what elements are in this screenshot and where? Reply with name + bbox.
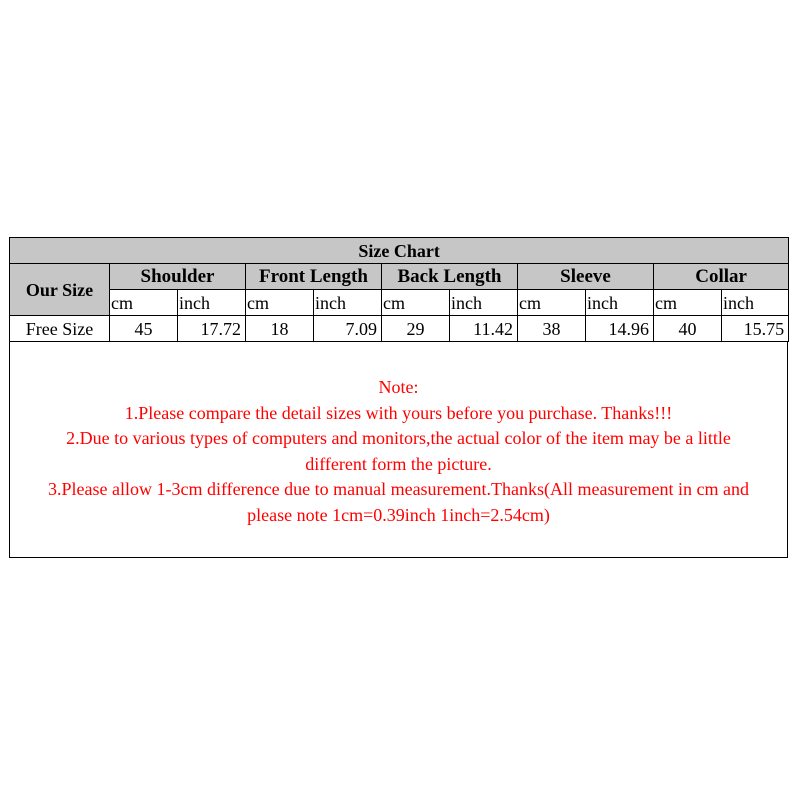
- collar-inch-value: 15.75: [722, 316, 789, 342]
- shoulder-cm-unit: cm: [110, 290, 178, 316]
- notes-box: [9, 341, 788, 558]
- shoulder-cm-value: 45: [110, 316, 178, 342]
- front-length-header: Front Length: [246, 264, 382, 290]
- sleeve-inch-unit: inch: [586, 290, 654, 316]
- front-length-inch-value: 7.09: [314, 316, 382, 342]
- back-length-inch-value: 11.42: [450, 316, 518, 342]
- size-name-cell: Free Size: [10, 316, 110, 342]
- sleeve-header: Sleeve: [518, 264, 654, 290]
- size-chart-title: Size Chart: [10, 238, 789, 264]
- our-size-header: Our Size: [10, 264, 110, 316]
- notes-heading: Note:: [378, 377, 419, 397]
- shoulder-inch-value: 17.72: [178, 316, 246, 342]
- note-line-2-continued: different form the picture.: [305, 453, 492, 474]
- notes-text-block: [10, 375, 787, 528]
- front-length-inch-unit: inch: [314, 290, 382, 316]
- front-length-cm-unit: cm: [246, 290, 314, 316]
- collar-cm-unit: cm: [654, 290, 722, 316]
- shoulder-inch-unit: inch: [178, 290, 246, 316]
- sleeve-cm-value: 38: [518, 316, 586, 342]
- size-chart-table: [9, 237, 789, 342]
- note-line-3-continued: please note 1cm=0.39inch 1inch=2.54cm): [247, 504, 550, 525]
- back-length-header: Back Length: [382, 264, 518, 290]
- collar-header: Collar: [654, 264, 789, 290]
- note-line-3: 3.Please allow 1-3cm difference due to manual measurement.Thanks(All measurement in cm and: [48, 479, 749, 499]
- title-row: [10, 238, 789, 264]
- sleeve-cm-unit: cm: [518, 290, 586, 316]
- back-length-inch-unit: inch: [450, 290, 518, 316]
- collar-cm-value: 40: [654, 316, 722, 342]
- note-line-1: 1.Please compare the detail sizes with yours before you purchase. Thanks!!!: [124, 402, 673, 423]
- table-row: [10, 316, 789, 342]
- note-line-2: 2.Due to various types of computers and monitors,the actual color of the item may be a little: [66, 428, 731, 448]
- collar-inch-unit: inch: [722, 290, 789, 316]
- shoulder-header: Shoulder: [110, 264, 246, 290]
- back-length-cm-unit: cm: [382, 290, 450, 316]
- sleeve-inch-value: 14.96: [586, 316, 654, 342]
- unit-header-row: [10, 290, 789, 316]
- group-header-row: [10, 264, 789, 290]
- back-length-cm-value: 29: [382, 316, 450, 342]
- front-length-cm-value: 18: [246, 316, 314, 342]
